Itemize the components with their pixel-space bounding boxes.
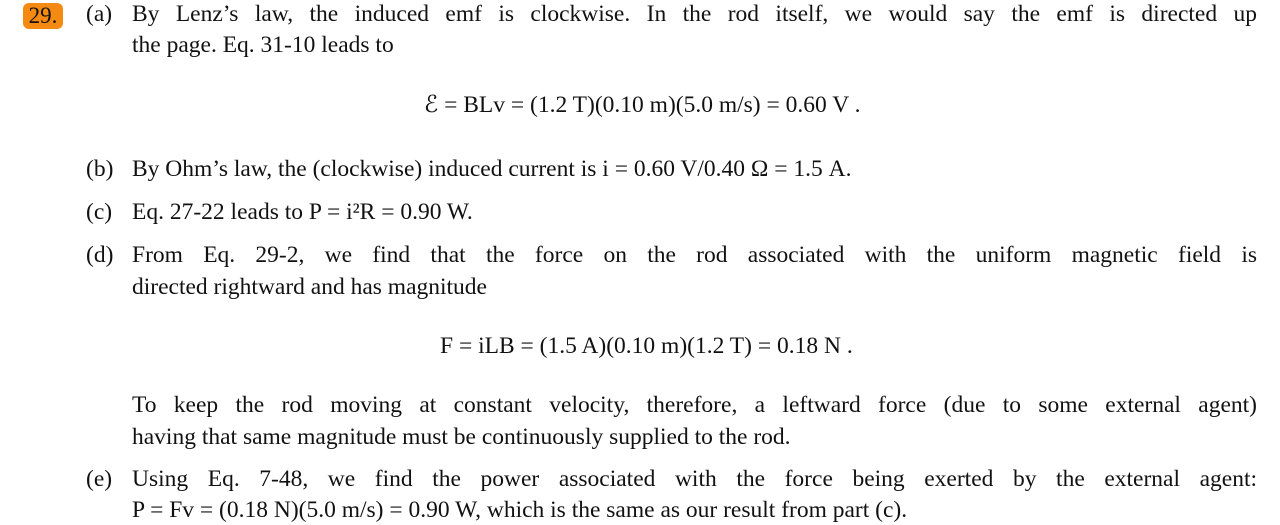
part-e-line2: P = Fv = (0.18 N)(5.0 m/s) = 0.90 W, which is the same as our result from part (c).	[132, 497, 908, 523]
part-d-equation: F = iLB = (1.5 A)(0.10 m)(1.2 T) = 0.18 N .	[440, 333, 853, 359]
part-d-label: (d)	[86, 242, 114, 268]
part-d-follow1: To keep the rod moving at constant velocity, therefore, a leftward force (due to some external agent)	[132, 392, 1257, 418]
part-e-line1: Using Eq. 7-48, we find the power associated with the force being exerted by the external agent:	[132, 466, 1257, 492]
part-a-line1: By Lenz’s law, the induced emf is clockwise. In the rod itself, we would say the emf is directed up	[132, 1, 1257, 27]
part-e-label: (e)	[86, 466, 113, 492]
part-b-label: (b)	[86, 156, 114, 182]
part-c-text: Eq. 27-22 leads to P = i²R = 0.90 W.	[132, 199, 473, 225]
part-a-equation: ℰ = BLv = (1.2 T)(0.10 m)(5.0 m/s) = 0.60 V .	[424, 92, 861, 118]
part-a-line2: the page. Eq. 31-10 leads to	[132, 32, 394, 58]
problem-number-badge: 29.	[23, 3, 63, 29]
part-c-label: (c)	[86, 199, 113, 225]
part-b-text: By Ohm’s law, the (clockwise) induced current is i = 0.60 V/0.40 Ω = 1.5 A.	[132, 156, 852, 182]
part-d-follow2: having that same magnitude must be continuously supplied to the rod.	[132, 424, 791, 450]
part-d-line2: directed rightward and has magnitude	[132, 274, 487, 300]
part-a-label: (a)	[86, 1, 113, 27]
part-d-line1: From Eq. 29-2, we find that the force on the rod associated with the uniform magnetic field is	[132, 242, 1257, 268]
